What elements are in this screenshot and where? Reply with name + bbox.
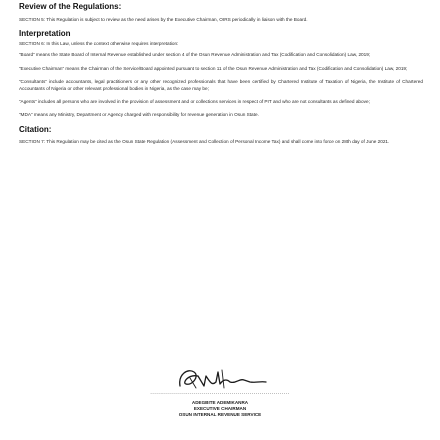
- signature-line: ......................................................................: [150, 391, 290, 395]
- definition-board: “Board” means the State Board of Internal Revenue established under section 4 of the Osun Revenue Administration and Tax (Codification and Consolidation) Law, 2019;: [19, 52, 371, 58]
- citation-paragraph: SECTION 7: This Regulation may be cited as the Osun State Regulation (Assessment and Collection of Personal Income Tax) and shall come into force on 28th day of June 2021.: [19, 138, 390, 144]
- definition-agents: “Agents” includes all persons who are involved in the provision of assessment and or collections services in respect of PIT and who are not consultants as defined above;: [19, 99, 370, 105]
- definition-mda: “MDA” means any Ministry, Department or Agency charged with responsibility for revenue generation in Osun State.: [19, 112, 259, 118]
- definition-consultants: “Consultants” include accountants, legal practitioners or any other recognized professionals that have been certified by Chartered Institute of Taxation of Nigeria, the Institute of Chartered Accountants of Nigeria or other relevant professional bodies in Nigeria, as the case may be;: [19, 78, 423, 92]
- definition-executive-chairman: “Executive Chairman” means the Chairman of the Service/Board appointed pursuant to section 11 of the Osun Revenue Administration and Tax (Codification and Consolidation) Law, 2019;: [19, 65, 408, 71]
- review-heading: Review of the Regulations:: [19, 2, 122, 11]
- signer-details: [120, 400, 320, 418]
- signer-title: EXECUTIVE CHAIRMAN: [193, 406, 247, 411]
- review-paragraph: SECTION 5: This Regulation is subject to review as the need arises by the Executive Chairman, OIRS periodically in liaison with the Board.: [19, 17, 308, 22]
- signer-name: ADEGBITE ADEMIKANRA: [191, 400, 249, 405]
- citation-heading: Citation:: [19, 124, 52, 134]
- handwritten-signature: [170, 364, 280, 394]
- interpretation-heading: Interpretation: [19, 29, 71, 39]
- signer-organization: OSUN INTERNAL REVENUE SERVICE: [178, 412, 262, 417]
- interpretation-intro: SECTION 6: In this Law, unless the context otherwise requires interpretation:: [19, 41, 179, 47]
- document-body: [19, 2, 423, 151]
